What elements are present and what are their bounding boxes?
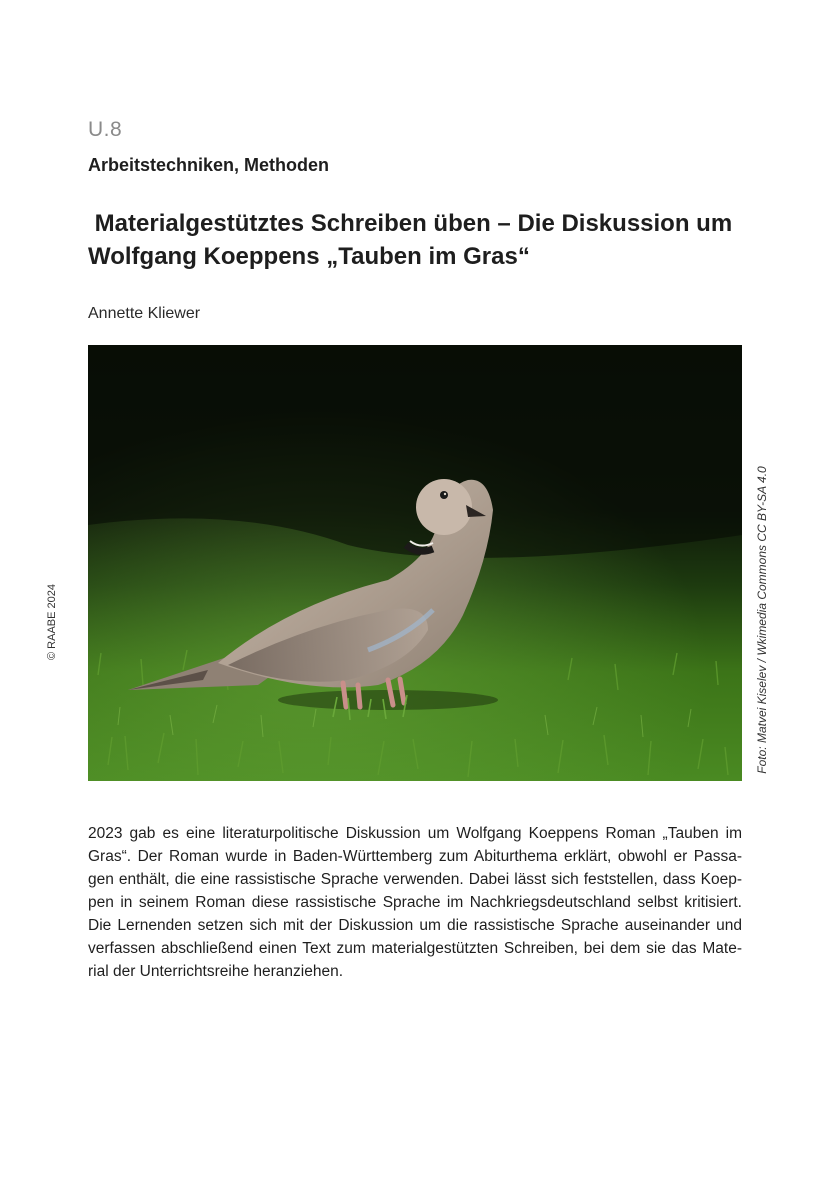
intro-line: pen in seinem Roman diese rassistische Sprache im Nachkriegsdeutschland selbst kritisiert. — [88, 894, 742, 911]
intro-line: gen enthält, die eine rassistische Sprache verwenden. Dabei lässt sich feststellen, dass Koep- — [88, 871, 742, 888]
section-code: U.8 — [88, 118, 123, 141]
copyright-notice: © RAABE 2024 — [46, 584, 58, 660]
title-line-2: Wolfgang Koeppens „Tauben im Gras“ — [88, 243, 530, 270]
intro-line: Gras“. Der Roman wurde in Baden-Württemberg zum Abiturthema erklärt, obwohl er Passa- — [88, 848, 742, 865]
intro-line: Die Lernenden setzen sich mit der Diskussion um die rassistische Sprache auseinander und — [88, 917, 742, 934]
photo-credit: Foto: Matvei Kiselev / Wkimedia Commons CC BY-SA 4.0 — [755, 466, 769, 774]
author-name: Annette Kliewer — [88, 305, 201, 322]
intro-paragraph — [88, 822, 742, 983]
intro-line: verfassen abschließend einen Text zum materialgestützten Schreiben, bei dem sie das Mate- — [88, 940, 742, 957]
title-line-1: Materialgestütztes Schreiben üben – Die Diskussion um — [88, 210, 733, 237]
intro-line: rial der Unterrichtsreihe heranziehen. — [88, 963, 344, 980]
intro-line: 2023 gab es eine literaturpolitische Diskussion um Wolfgang Koeppens Roman „Tauben im — [88, 825, 742, 842]
page-title — [88, 207, 733, 273]
section-name: Arbeitstechniken, Methoden — [88, 155, 330, 175]
dove-photo — [88, 345, 742, 781]
